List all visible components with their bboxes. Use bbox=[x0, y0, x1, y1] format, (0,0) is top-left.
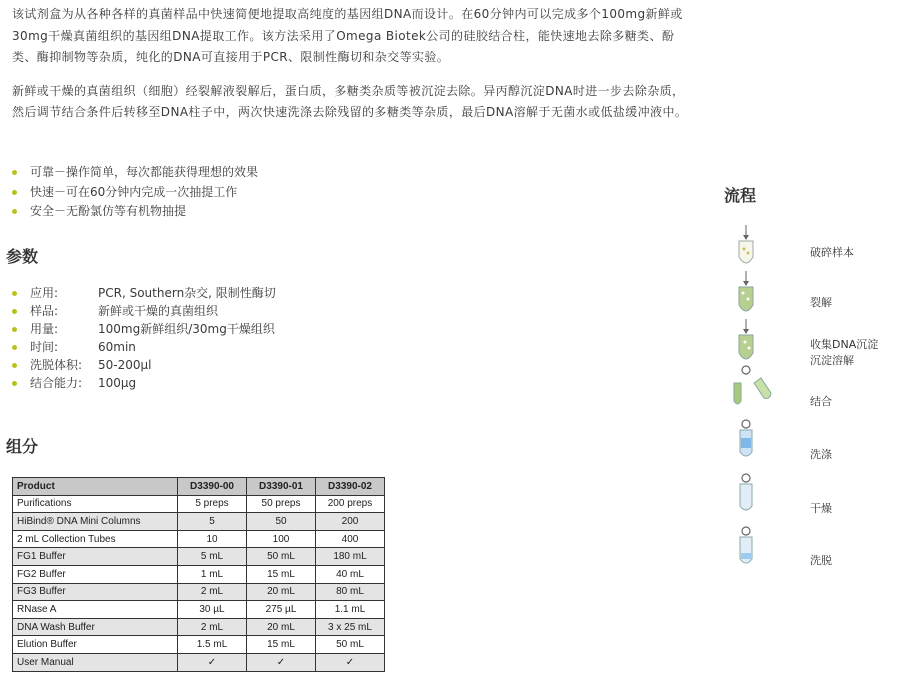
workflow-panel bbox=[724, 183, 914, 603]
feature-text: 快速－可在60分钟内完成一次抽提工作 bbox=[30, 184, 238, 199]
wash-column-icon bbox=[740, 420, 752, 456]
quantity-cell: 400 bbox=[316, 530, 385, 548]
intro-text bbox=[12, 4, 692, 136]
product-name-cell: FG2 Buffer bbox=[13, 565, 178, 583]
quantity-cell: 80 mL bbox=[316, 583, 385, 601]
param-label: 样品: bbox=[30, 304, 59, 318]
table-header-cell: D3390-01 bbox=[247, 478, 316, 496]
quantity-cell: 30 µL bbox=[178, 601, 247, 619]
feature-list bbox=[12, 163, 258, 222]
workflow-heading: 流程 bbox=[724, 186, 757, 205]
workflow-step-label: 收集DNA沉淀 沉淀溶解 bbox=[810, 338, 879, 367]
precipitate-tube-icon bbox=[739, 335, 753, 359]
param-label: 用量: bbox=[30, 322, 59, 336]
table-row bbox=[13, 618, 385, 636]
sample-tube-icon bbox=[739, 241, 753, 263]
quantity-cell: 15 mL bbox=[247, 636, 316, 654]
param-list bbox=[12, 284, 276, 392]
param-value: 50-200μl bbox=[98, 358, 152, 372]
quantity-cell: 50 mL bbox=[316, 636, 385, 654]
workflow-graphic bbox=[724, 223, 794, 588]
product-name-cell: DNA Wash Buffer bbox=[13, 618, 178, 636]
param-value: 100μg bbox=[98, 376, 137, 390]
param-value: 新鲜或干燥的真菌组织 bbox=[98, 304, 219, 318]
param-item bbox=[12, 338, 276, 356]
workflow-step-label: 结合 bbox=[810, 395, 832, 408]
params-heading: 参数 bbox=[6, 247, 39, 266]
quantity-cell: 5 mL bbox=[178, 548, 247, 566]
arrow-down-icon bbox=[743, 225, 749, 240]
product-name-cell: FG3 Buffer bbox=[13, 583, 178, 601]
table-row bbox=[13, 495, 385, 513]
param-label: 应用: bbox=[30, 286, 59, 300]
quantity-cell: 1 mL bbox=[178, 565, 247, 583]
table-row bbox=[13, 653, 385, 671]
quantity-cell: 100 bbox=[247, 530, 316, 548]
table-body bbox=[13, 495, 385, 671]
param-label: 结合能力: bbox=[30, 376, 83, 390]
bullet-dot-icon bbox=[12, 363, 17, 368]
bullet-dot-icon bbox=[12, 170, 17, 175]
product-name-cell: FG1 Buffer bbox=[13, 548, 178, 566]
bullet-dot-icon bbox=[12, 327, 17, 332]
quantity-cell: 40 mL bbox=[316, 565, 385, 583]
table-row bbox=[13, 513, 385, 531]
quantity-cell: 2 mL bbox=[178, 583, 247, 601]
components-table bbox=[12, 477, 385, 672]
table-header-row bbox=[13, 478, 385, 496]
workflow-step-label: 裂解 bbox=[810, 296, 832, 309]
quantity-cell: ✓ bbox=[247, 653, 316, 671]
lysis-tube-icon bbox=[739, 287, 753, 311]
bullet-dot-icon bbox=[12, 190, 17, 195]
arrow-down-icon bbox=[743, 319, 749, 334]
param-value: PCR, Southern杂交, 限制性酶切 bbox=[98, 286, 276, 300]
quantity-cell: 2 mL bbox=[178, 618, 247, 636]
feature-item bbox=[12, 163, 258, 183]
table-row bbox=[13, 636, 385, 654]
param-value: 100mg新鲜组织/30mg干燥组织 bbox=[98, 322, 275, 336]
workflow-step-label: 干燥 bbox=[810, 502, 832, 515]
elution-column-icon bbox=[740, 527, 752, 563]
workflow-step-label: 洗涤 bbox=[810, 448, 832, 461]
product-name-cell: RNase A bbox=[13, 601, 178, 619]
table-row bbox=[13, 583, 385, 601]
product-name-cell: Elution Buffer bbox=[13, 636, 178, 654]
binding-column-icon bbox=[734, 366, 771, 404]
quantity-cell: 3 x 25 mL bbox=[316, 618, 385, 636]
quantity-cell: 1.1 mL bbox=[316, 601, 385, 619]
quantity-cell: 20 mL bbox=[247, 583, 316, 601]
quantity-cell: 1.5 mL bbox=[178, 636, 247, 654]
quantity-cell: 275 µL bbox=[247, 601, 316, 619]
quantity-cell: 200 bbox=[316, 513, 385, 531]
table-row bbox=[13, 565, 385, 583]
product-name-cell: HiBind® DNA Mini Columns bbox=[13, 513, 178, 531]
quantity-cell: 50 mL bbox=[247, 548, 316, 566]
quantity-cell: 20 mL bbox=[247, 618, 316, 636]
quantity-cell: 5 preps bbox=[178, 495, 247, 513]
param-value: 60min bbox=[98, 340, 136, 354]
workflow-step-label: 破碎样本 bbox=[810, 246, 854, 259]
quantity-cell: 180 mL bbox=[316, 548, 385, 566]
quantity-cell: 10 bbox=[178, 530, 247, 548]
param-item bbox=[12, 320, 276, 338]
feature-item bbox=[12, 202, 258, 222]
dry-column-icon bbox=[740, 474, 752, 510]
feature-text: 可靠－操作简单，每次都能获得理想的效果 bbox=[30, 165, 259, 179]
product-name-cell: Purifications bbox=[13, 495, 178, 513]
table-header-cell: Product bbox=[13, 478, 178, 496]
table-row bbox=[13, 601, 385, 619]
intro-paragraph: 该试剂盒为从各种各样的真菌样品中快速简便地提取高纯度的基因组DNA而设计。在60分钟内可以完成多个100mg新鲜或30mg干燥真菌组织的基因组DNA提取工作。该方法采用了Omega Biotek公司的硅胶结合柱，能快速地去除多糖类、酚类、酶抑制物等杂质，纯化的DNA可直接用于PCR、限制性酶切和杂交等实验。 bbox=[12, 7, 683, 64]
quantity-cell: 5 bbox=[178, 513, 247, 531]
bullet-dot-icon bbox=[12, 291, 17, 296]
quantity-cell: ✓ bbox=[178, 653, 247, 671]
components-heading: 组分 bbox=[6, 437, 39, 456]
param-label: 洗脱体积: bbox=[30, 358, 83, 372]
quantity-cell: 50 bbox=[247, 513, 316, 531]
bullet-dot-icon bbox=[12, 309, 17, 314]
bullet-dot-icon bbox=[12, 345, 17, 350]
bullet-dot-icon bbox=[12, 209, 17, 214]
table-header-cell: D3390-02 bbox=[316, 478, 385, 496]
quantity-cell: 50 preps bbox=[247, 495, 316, 513]
param-item bbox=[12, 356, 276, 374]
feature-text: 安全－无酚氯仿等有机物抽提 bbox=[30, 204, 187, 218]
quantity-cell: 200 preps bbox=[316, 495, 385, 513]
param-label: 时间: bbox=[30, 340, 59, 354]
param-item bbox=[12, 302, 276, 320]
param-item bbox=[12, 284, 276, 302]
param-item bbox=[12, 374, 276, 392]
quantity-cell: ✓ bbox=[316, 653, 385, 671]
workflow-step-label: 洗脱 bbox=[810, 554, 832, 567]
product-name-cell: 2 mL Collection Tubes bbox=[13, 530, 178, 548]
bullet-dot-icon bbox=[12, 381, 17, 386]
table-header-cell: D3390-00 bbox=[178, 478, 247, 496]
arrow-down-icon bbox=[743, 271, 749, 286]
product-name-cell: User Manual bbox=[13, 653, 178, 671]
intro-paragraph: 新鲜或干燥的真菌组织（细胞）经裂解液裂解后，蛋白质，多糖类杂质等被沉淀去除。异丙醇沉淀DNA时进一步去除杂质，然后调节结合条件后转移至DNA柱子中，两次快速洗涤去除残留的多糖类等杂质，最后DNA溶解于无菌水或低盐缓冲液中。 bbox=[12, 83, 688, 119]
table-row bbox=[13, 530, 385, 548]
table-row bbox=[13, 548, 385, 566]
feature-item bbox=[12, 183, 258, 203]
quantity-cell: 15 mL bbox=[247, 565, 316, 583]
